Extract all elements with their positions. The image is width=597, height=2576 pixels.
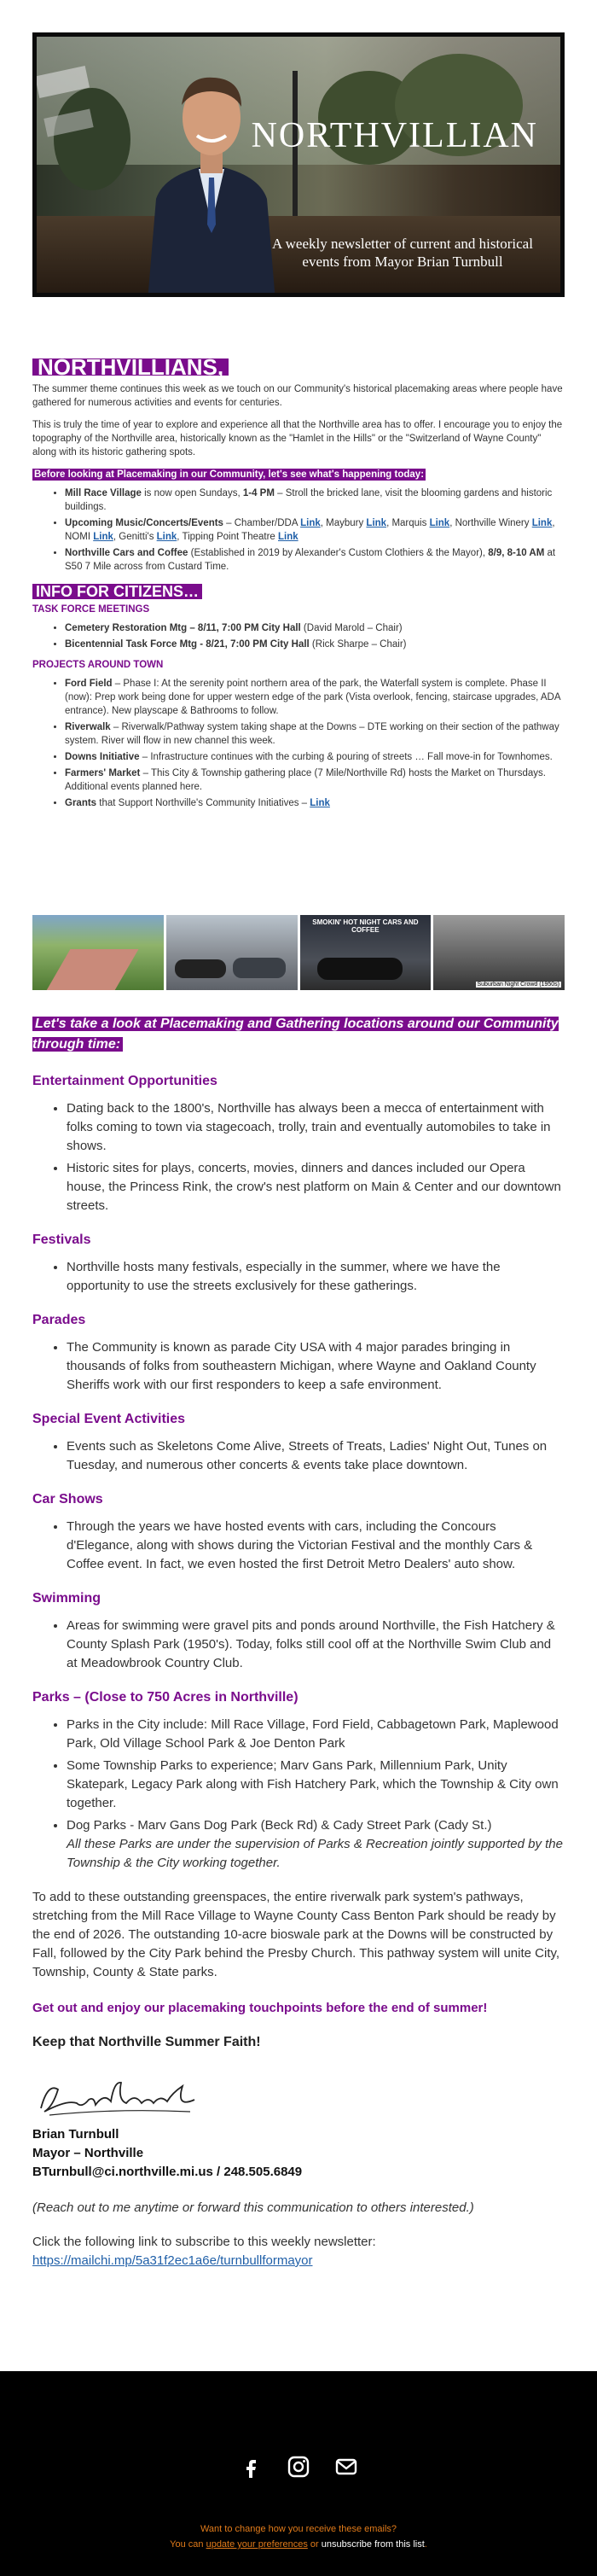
section-title: Car Shows <box>32 1492 103 1507</box>
newsletter-subtitle: A weekly newsletter of current and historical events from Mayor Brian Turnbull <box>272 236 533 270</box>
list-item: • The Community is known as parade City USA with 4 major parades bringing in thousands of folks from southeastern Michigan, where Wayne and Oakland County Sheriffs work with our first responders to keep a safe environment. <box>67 1338 565 1395</box>
newsletter-title: NORTHVILLIAN <box>251 116 538 155</box>
photo-caption: Suburban Night Crowd (1950s) <box>477 982 559 988</box>
signer-role: Mayor – Northville <box>32 2146 144 2160</box>
signature-image <box>32 2074 203 2122</box>
winery-link[interactable]: Link <box>531 518 553 528</box>
update-preferences-link[interactable]: update your preferences <box>206 2539 308 2550</box>
section-festivals <box>32 1231 565 1296</box>
subscribe-link[interactable]: https://mailchi.mp/5a31f2ec1a6e/turnbullformayor <box>32 2253 313 2268</box>
hero-photo <box>37 37 560 293</box>
parks-note: All these Parks are under the supervision of Parks & Recreation jointly supported by the Township & the City working together. <box>67 1837 563 1870</box>
list-item: • Parks in the City include: Mill Race Village, Ford Field, Cabbagetown Park, Maplewood Park, Old Village School Park & Joe Denton Park <box>67 1716 565 1753</box>
list-item: • Upcoming Music/Concerts/Events – Chamber/DDA Link, Maybury Link, Marquis Link, Northville Winery Link, NOMI Link, Genitti's Link, Tipping Point Theatre Link <box>65 516 565 544</box>
task-force-title: TASK FORCE MEETINGS <box>32 604 150 615</box>
projects-title: PROJECTS AROUND TOWN <box>32 660 164 670</box>
facebook-icon[interactable] <box>239 2455 263 2479</box>
footer-line-2: You can update your preferences or unsubscribe from this list. <box>170 2539 427 2550</box>
historic-crowd-photo <box>433 915 565 990</box>
whats-happening-highlight: Before looking at Placemaking in our Community, let's see what's happening today: <box>34 469 425 480</box>
list-item: • Bicentennial Task Force Mtg - 8/21, 7:00 PM City Hall (Rick Sharpe – Chair) <box>65 638 565 651</box>
intro-heading: NORTHVILLIANS, <box>32 358 229 376</box>
list-item: • Areas for swimming were gravel pits and ponds around Northville, the Fish Hatchery & County Splash Park (1950's). Today, folks still cool off at the Northville Swim Club and at Meadowbrook Country Club. <box>67 1617 565 1673</box>
list-item: • Farmers' Market – This City & Township gathering place (7 Mile/Northville Rd) hosts the Market on Thursdays. Additional events planned here. <box>65 766 565 794</box>
section-title: Parks – (Close to 750 Acres in Northville) <box>32 1690 298 1705</box>
hero-banner <box>32 32 565 297</box>
signer-contact: BTurnbull@ci.northville.mi.us / 248.505.6849 <box>32 2165 303 2179</box>
section-car-shows <box>32 1490 565 1574</box>
citizens-heading: INFO FOR CITIZENS… <box>32 584 202 599</box>
nomi-link[interactable]: Link <box>93 532 113 542</box>
list-item: • Events such as Skeletons Come Alive, Streets of Treats, Ladies' Night Out, Tunes on Tuesday, and numerous other concerts & events take place downtown. <box>67 1437 565 1475</box>
grants-link[interactable]: Link <box>310 798 330 808</box>
email-icon[interactable] <box>334 2455 358 2479</box>
maybury-link[interactable]: Link <box>366 518 387 528</box>
list-item: • Through the years we have hosted events with cars, including the Concours d'Elegance, along with shows during the Victorian Festival and the monthly Cars & Coffee event. In fact, we even hosted the first Detroit Metro Dealers' auto show. <box>67 1518 565 1574</box>
list-item: • Dating back to the 1800's, Northville has always been a mecca of entertainment with folks coming to town via stagecoach, trolly, train and eventually automobiles to take in shows. <box>67 1099 565 1156</box>
mayor-portrait <box>139 54 284 293</box>
section-title: Parades <box>32 1313 86 1327</box>
placemaking-section <box>32 1014 565 2270</box>
subscribe-text: Click the following link to subscribe to this weekly newsletter: <box>32 2235 376 2249</box>
marquis-link[interactable]: Link <box>429 518 450 528</box>
placemaking-banner: Let's take a look at Placemaking and Gathering locations around our Community through time: <box>32 1017 559 1052</box>
social-links <box>239 2455 358 2479</box>
list-item: • Ford Field – Phase I: At the serenity point northern area of the park, the Waterfall system is complete. Phase II (now): Prep work being done for upper western edge of the park (Vista overlook, fencing, staircase upgrades, ADA entrance). New playscape & Bathrooms to follow. <box>65 677 565 718</box>
list-item: • Northville Cars and Coffee (Established in 2019 by Alexander's Custom Clothiers & the Mayor), 8/9, 8-10 AM at S50 7 Mile across from Custard Time. <box>65 546 565 574</box>
call-to-action: Get out and enjoy our placemaking touchpoints before the end of summer! <box>32 2001 488 2015</box>
section-special-events <box>32 1410 565 1475</box>
section-title: Entertainment Opportunities <box>32 1074 217 1088</box>
list-item: • Grants that Support Northville's Community Initiatives – Link <box>65 796 565 810</box>
photo-sign-text: SMOKIN' HOT NIGHT CARS AND COFFEE <box>312 918 419 934</box>
genitti-link[interactable]: Link <box>156 532 177 542</box>
section-parades <box>32 1311 565 1395</box>
list-item: • Mill Race Village is now open Sundays, 1-4 PM – Stroll the bricked lane, visit the blooming gardens and historic buildings. <box>65 487 565 514</box>
list-item: • Some Township Parks to experience; Marv Gans Park, Millennium Park, Unity Skatepark, Legacy Park along with Fish Hatchery Park, which the Township & City own together. <box>67 1757 565 1813</box>
faith-line: Keep that Northville Summer Faith! <box>32 2035 261 2049</box>
list-item: • Downs Initiative – Infrastructure continues with the curbing & pouring of streets … Fall move-in for Townhomes. <box>65 750 565 764</box>
cars-and-coffee-photo <box>300 915 432 990</box>
happening-list <box>32 487 565 574</box>
meetings-list <box>32 621 565 651</box>
car-show-photo <box>166 915 298 990</box>
projects-list <box>32 677 565 810</box>
reach-out-note: (Reach out to me anytime or forward this communication to others interested.) <box>32 2200 474 2215</box>
intro-paragraph-2: This is truly the time of year to explore and experience all that the Northville area has to offer. I encourage you to enjoy the topography of the Northville area, historically known as the "Hamlet in the Hills" or the "Switzerland of Wayne County" along with its historic gathering spots. <box>32 420 563 458</box>
closing-paragraph: To add to these outstanding greenspaces, the entire riverwalk park system's pathways, stretching from the Mill Race Village to Wayne County Cass Benton Park should be ready by the end of 2026. The outstanding 10-acre bioswale park at the Downs will be constructed by Fall, followed by the City Park behind the Presby Church. This pathway system will unite City, Township, County & State parks. <box>32 1890 560 1979</box>
section-entertainment <box>32 1072 565 1215</box>
footer-line-1: Want to change how you receive these emails? <box>200 2524 397 2534</box>
section-swimming <box>32 1589 565 1673</box>
instagram-icon[interactable] <box>287 2455 310 2479</box>
section-title: Special Event Activities <box>32 1412 186 1426</box>
section-parks <box>32 1688 565 1873</box>
list-item: • Northville hosts many festivals, especially in the summer, where we have the opportunity to use the streets exclusively for these gatherings. <box>67 1258 565 1296</box>
tipping-point-link[interactable]: Link <box>278 532 298 542</box>
list-item: • Riverwalk – Riverwalk/Pathway system taking shape at the Downs – DTE working on their section of the pathway system. River will flow in new channel this week. <box>65 720 565 748</box>
section-title: Swimming <box>32 1591 101 1606</box>
intro-section <box>32 354 565 815</box>
signer-name: Brian Turnbull <box>32 2127 119 2142</box>
section-title: Festivals <box>32 1233 91 1247</box>
intro-paragraph-1: The summer theme continues this week as we touch on our Community's historical placemaking areas where people have gathered for numerous activities and events for centuries. <box>32 384 563 408</box>
list-item: • Cemetery Restoration Mtg – 8/11, 7:00 PM City Hall (David Marold – Chair) <box>65 621 565 635</box>
chamber-link[interactable]: Link <box>300 518 321 528</box>
list-item: • Dog Parks - Marv Gans Dog Park (Beck Rd) & Cady Street Park (Cady St.) All these Parks are under the supervision of Parks & Recreation jointly supported by the Township & the City working together. <box>67 1816 565 1873</box>
list-item: • Historic sites for plays, concerts, movies, dinners and dances included our Opera house, the Princess Rink, the crow's nest platform on Main & Center and our downtown streets. <box>67 1159 565 1215</box>
photo-strip <box>32 915 565 990</box>
footer <box>0 2371 597 2576</box>
unsubscribe-link[interactable]: unsubscribe from this list <box>321 2539 425 2550</box>
riverwalk-photo <box>32 915 164 990</box>
